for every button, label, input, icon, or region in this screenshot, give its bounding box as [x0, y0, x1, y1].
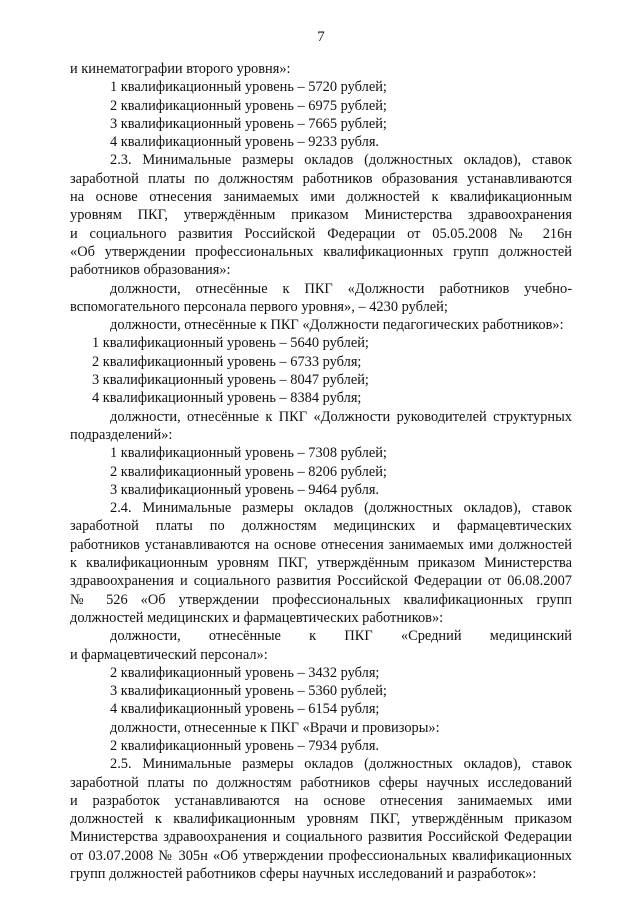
- text-line: должности, отнесённые к ПКГ «Средний медицинский: [110, 628, 572, 645]
- text-line: Министерства здравоохранения и социального развития Российской Федерации: [70, 829, 572, 846]
- text-line: 3 квалификационный уровень – 7665 рублей;: [110, 115, 387, 132]
- text-line: 2 квалификационный уровень – 7934 рубля.: [110, 737, 380, 754]
- text-line: должности, отнесённые к ПКГ «Должности педагогических работников»:: [110, 317, 564, 334]
- text-line: должности, отнесённые к ПКГ «Должности руководителей структурных: [110, 408, 572, 425]
- text-line: 3 квалификационный уровень – 8047 рублей;: [92, 372, 369, 389]
- text-line: от 03.07.2008 № 305н «Об утверждении профессиональных квалификационных: [70, 847, 572, 864]
- text-line: 2.3. Минимальные размеры окладов (должностных окладов), ставок: [110, 152, 572, 169]
- text-line: «Об утверждении профессиональных квалификационных групп должностей: [70, 243, 572, 260]
- text-line: 2 квалификационный уровень – 6975 рублей;: [110, 97, 387, 114]
- text-line: заработной платы по должностям работников образования устанавливаются: [70, 170, 572, 187]
- text-line: к квалификационным уровням ПКГ, утверждённым приказом Министерства: [70, 555, 572, 572]
- text-line: 1 квалификационный уровень – 7308 рублей;: [110, 445, 387, 462]
- text-line: 3 квалификационный уровень – 5360 рублей;: [110, 683, 387, 700]
- text-line: 4 квалификационный уровень – 6154 рубля;: [110, 701, 380, 718]
- text-line: 2 квалификационный уровень – 6733 рубля;: [92, 353, 362, 370]
- text-line: работников образования»:: [70, 262, 231, 279]
- text-line: и кинематографии второго уровня»:: [70, 61, 291, 77]
- text-line: должностей медицинских и фармацевтических работников»:: [70, 609, 444, 626]
- text-line: должности, отнесенные к ПКГ «Врачи и провизоры»:: [110, 719, 440, 736]
- text-line: 2.4. Минимальные размеры окладов (должностных окладов), ставок: [110, 500, 572, 517]
- text-line: заработной платы по должностям медицинских и фармацевтических: [70, 518, 572, 535]
- text-line: № 526 «Об утверждении профессиональных квалификационных групп: [70, 591, 572, 608]
- text-line: 2 квалификационный уровень – 8206 рублей;: [110, 463, 387, 480]
- text-line: групп должностей работников сферы научных исследований и разработок»:: [70, 866, 537, 883]
- text-line: и разработок устанавливаются на основе отнесения занимаемых ими: [70, 792, 572, 809]
- page-number: 7: [317, 29, 325, 45]
- document-body: [70, 60, 572, 883]
- text-line: и фармацевтический персонал»:: [70, 646, 268, 663]
- text-line: должностей к квалификационным уровням ПКГ, утверждённым приказом: [70, 811, 572, 828]
- text-line: подразделений»:: [70, 426, 173, 443]
- text-line: 1 квалификационный уровень – 5640 рублей;: [92, 335, 369, 352]
- text-line: 4 квалификационный уровень – 9233 рубля.: [110, 134, 380, 151]
- text-line: 4 квалификационный уровень – 8384 рубля;: [92, 390, 362, 407]
- text-line: и социального развития Российской Федерации от 05.05.2008 № 216н: [70, 225, 572, 242]
- text-line: 3 квалификационный уровень – 9464 рубля.: [110, 481, 380, 498]
- text-line: 2.5. Минимальные размеры окладов (должностных окладов), ставок: [110, 756, 572, 773]
- text-line: заработной платы по должностям работников сферы научных исследований: [70, 774, 572, 791]
- text-line: должности, отнесённые к ПКГ «Должности работников учебно-: [110, 280, 572, 297]
- text-line: уровням ПКГ, утверждённым приказом Министерства здравоохранения: [70, 207, 572, 224]
- text-line: здравоохранения и социального развития Российской Федерации от 06.08.2007: [70, 573, 572, 590]
- text-line: 1 квалификационный уровень – 5720 рублей;: [110, 79, 387, 96]
- text-line: 2 квалификационный уровень – 3432 рубля;: [110, 664, 380, 681]
- text-line: вспомогательного персонала первого уровня», – 4230 рублей;: [70, 298, 448, 315]
- text-line: работников устанавливаются на основе отнесения занимаемых ими должностей: [70, 536, 572, 553]
- text-line: на основе отнесения занимаемых ими должностей к квалификационным: [70, 189, 572, 206]
